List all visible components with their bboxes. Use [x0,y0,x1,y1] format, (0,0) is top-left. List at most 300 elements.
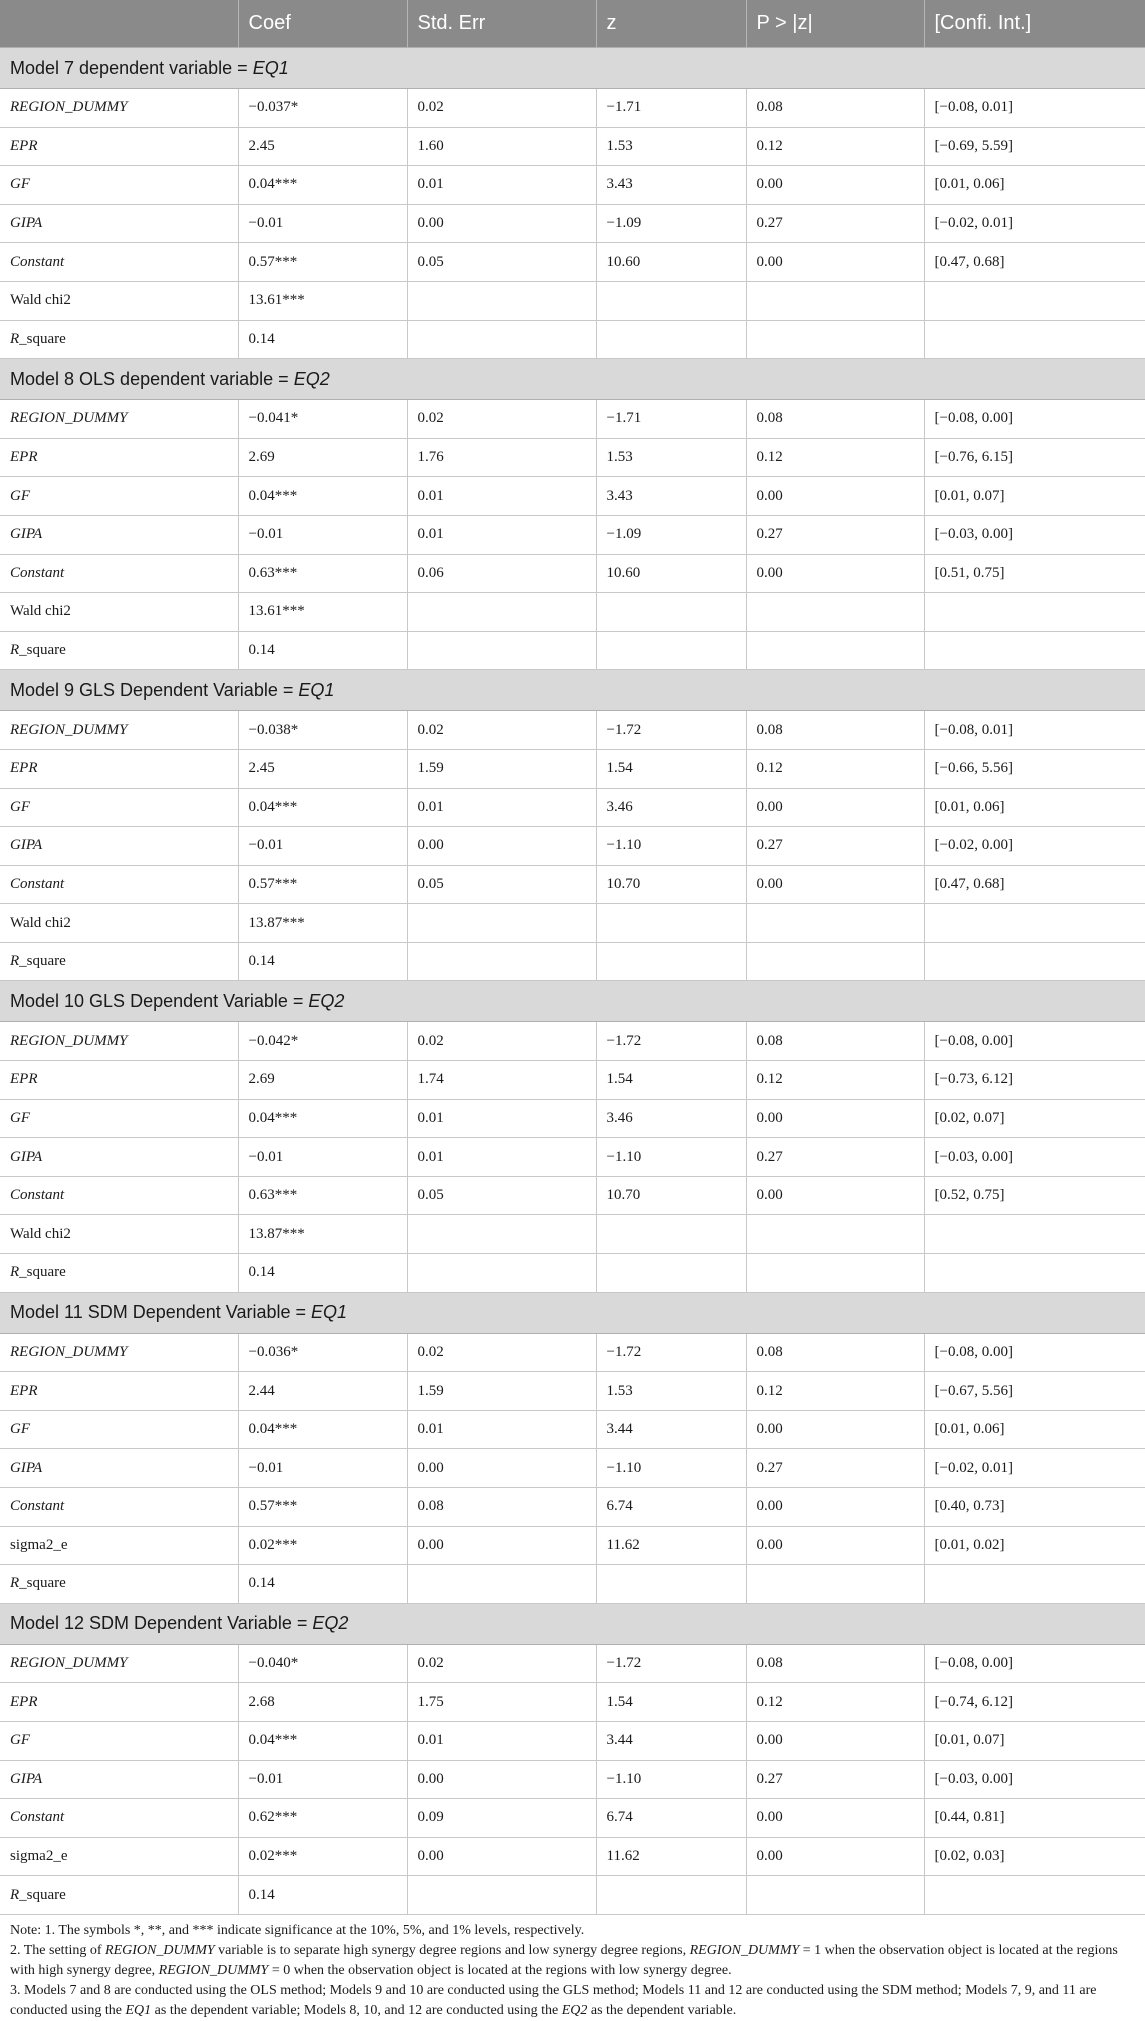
table-row [0,827,1145,866]
cell-p-value [746,320,924,359]
cell-variable: Wald chi2 [0,1215,238,1254]
header-cell-std-err: Std. Err [407,0,596,48]
cell-conf-int: [−0.03, 0.00] [924,1760,1145,1799]
cell-coef: 0.02*** [238,1837,407,1876]
cell-std-err [407,1254,596,1293]
cell-p-value: 0.00 [746,1799,924,1838]
cell-z: 1.53 [596,438,746,477]
cell-std-err: 0.02 [407,1022,596,1061]
cell-coef: 0.57*** [238,1488,407,1527]
cell-variable: GIPA [0,1138,238,1177]
cell-coef: 13.87*** [238,904,407,943]
table-row [0,1799,1145,1838]
table-row [0,904,1145,943]
table-row [0,1488,1145,1527]
cell-coef: 0.04*** [238,1099,407,1138]
cell-conf-int [924,1876,1145,1915]
cell-z: 1.54 [596,1061,746,1100]
cell-variable [0,1254,238,1293]
cell-std-err [407,593,596,632]
cell-coef: 0.14 [238,1876,407,1915]
cell-variable: REGION_DUMMY [0,1022,238,1061]
cell-coef: 0.57*** [238,865,407,904]
note-line [10,1941,1135,1981]
cell-std-err [407,320,596,359]
cell-coef: −0.01 [238,1138,407,1177]
note-segment: variable is to separate high synergy degree regions and low synergy degree regions, [214,1942,690,1958]
model-section-header [0,48,1145,89]
cell-z [596,1254,746,1293]
cell-conf-int: [−0.08, 0.00] [924,1644,1145,1683]
cell-conf-int: [0.47, 0.68] [924,243,1145,282]
cell-variable-rest: _square [19,1886,66,1903]
cell-z: 1.53 [596,127,746,166]
cell-std-err [407,904,596,943]
cell-conf-int: [−0.03, 0.00] [924,1138,1145,1177]
header-cell-p-value: P > |z| [746,0,924,48]
cell-coef: 0.04*** [238,166,407,205]
cell-coef: 2.69 [238,438,407,477]
cell-std-err: 1.74 [407,1061,596,1100]
cell-coef: −0.038* [238,711,407,750]
cell-variable-italic-part: R [10,330,20,347]
note-line [10,1921,1135,1941]
cell-z: 10.70 [596,865,746,904]
cell-conf-int: [−0.08, 0.00] [924,400,1145,439]
model-title-dependent-variable: EQ2 [308,990,345,1011]
cell-variable: GF [0,477,238,516]
table-row [0,204,1145,243]
model-section-header [0,1603,1145,1644]
cell-coef: 0.14 [238,631,407,670]
cell-variable: GIPA [0,827,238,866]
header-row [0,0,1145,48]
cell-p-value: 0.00 [746,1837,924,1876]
cell-conf-int [924,942,1145,981]
model-title-prefix: Model 9 GLS Dependent Variable = [10,679,299,700]
table-header [0,0,1145,48]
cell-z: −1.10 [596,1138,746,1177]
cell-z: 1.53 [596,1372,746,1411]
cell-variable: sigma2_e [0,1526,238,1565]
cell-std-err: 0.02 [407,1333,596,1372]
cell-conf-int: [−0.02, 0.01] [924,1449,1145,1488]
cell-z: −1.10 [596,1760,746,1799]
cell-z: 6.74 [596,1488,746,1527]
cell-p-value [746,1565,924,1604]
cell-variable: sigma2_e [0,1837,238,1876]
cell-p-value: 0.08 [746,1022,924,1061]
cell-std-err: 0.09 [407,1799,596,1838]
cell-variable-italic-part: R [10,1886,20,1903]
table-row [0,1061,1145,1100]
cell-p-value: 0.12 [746,438,924,477]
cell-std-err: 0.05 [407,243,596,282]
cell-z [596,1876,746,1915]
table-row [0,1449,1145,1488]
cell-coef: −0.01 [238,1760,407,1799]
model-title-prefix: Model 12 SDM Dependent Variable = [10,1613,313,1634]
cell-conf-int: [−0.67, 5.56] [924,1372,1145,1411]
cell-z: 11.62 [596,1837,746,1876]
cell-z: −1.72 [596,1333,746,1372]
cell-conf-int: [−0.74, 6.12] [924,1683,1145,1722]
cell-variable: GIPA [0,515,238,554]
table-row [0,1837,1145,1876]
cell-p-value: 0.00 [746,1488,924,1527]
cell-z: −1.09 [596,515,746,554]
model-title-dependent-variable: EQ2 [293,368,330,389]
cell-z: −1.72 [596,1022,746,1061]
table-row [0,865,1145,904]
model-title [0,670,1145,711]
cell-coef: 0.04*** [238,788,407,827]
cell-variable-rest: _square [19,1575,66,1592]
cell-p-value: 0.27 [746,1138,924,1177]
cell-variable-italic-part: R [10,1575,20,1592]
cell-coef: 0.14 [238,1254,407,1293]
cell-variable: EPR [0,1372,238,1411]
cell-variable: Constant [0,243,238,282]
cell-p-value [746,281,924,320]
table-row [0,243,1145,282]
cell-z: 3.44 [596,1721,746,1760]
note-segment: as the dependent variable. [587,2002,737,2018]
cell-coef: 2.69 [238,1061,407,1100]
cell-std-err [407,942,596,981]
cell-conf-int: [0.51, 0.75] [924,554,1145,593]
note-segment: as the dependent variable; Models 8, 10, and 12 are conducted using the [151,2002,562,2018]
cell-variable: Constant [0,1488,238,1527]
cell-z [596,281,746,320]
table-row [0,400,1145,439]
cell-variable: REGION_DUMMY [0,711,238,750]
cell-variable: Constant [0,865,238,904]
cell-variable: GIPA [0,204,238,243]
cell-z: −1.71 [596,400,746,439]
cell-z: 3.46 [596,1099,746,1138]
cell-variable: GF [0,1410,238,1449]
model-title-dependent-variable: EQ2 [312,1613,349,1634]
cell-coef: −0.01 [238,1449,407,1488]
cell-variable [0,1565,238,1604]
cell-std-err [407,631,596,670]
table-row [0,1099,1145,1138]
cell-p-value: 0.00 [746,1410,924,1449]
cell-conf-int: [0.52, 0.75] [924,1176,1145,1215]
model-title [0,1292,1145,1333]
model-title [0,359,1145,400]
cell-conf-int: [−0.08, 0.00] [924,1022,1145,1061]
cell-conf-int: [0.01, 0.07] [924,1721,1145,1760]
cell-std-err: 0.05 [407,1176,596,1215]
cell-z: −1.10 [596,1449,746,1488]
cell-std-err: 0.01 [407,166,596,205]
table-row [0,1760,1145,1799]
cell-variable: REGION_DUMMY [0,1644,238,1683]
cell-coef: −0.01 [238,827,407,866]
cell-p-value: 0.12 [746,1061,924,1100]
cell-p-value: 0.08 [746,400,924,439]
table-row [0,477,1145,516]
model-section-header [0,670,1145,711]
cell-conf-int [924,631,1145,670]
cell-p-value [746,1254,924,1293]
table-row [0,1721,1145,1760]
cell-z [596,1565,746,1604]
cell-coef: −0.042* [238,1022,407,1061]
cell-variable-italic-part: R [10,1264,20,1281]
cell-p-value: 0.00 [746,166,924,205]
cell-coef: 2.68 [238,1683,407,1722]
cell-conf-int: [0.01, 0.06] [924,1410,1145,1449]
table-row [0,554,1145,593]
cell-variable: GIPA [0,1449,238,1488]
cell-variable [0,320,238,359]
cell-variable-italic-part: R [10,642,20,659]
table-row [0,320,1145,359]
cell-p-value [746,631,924,670]
cell-p-value: 0.08 [746,711,924,750]
cell-coef: 13.61*** [238,281,407,320]
note-segment: EQ1 [125,2002,152,2018]
cell-variable: EPR [0,1061,238,1100]
cell-z: 11.62 [596,1526,746,1565]
cell-p-value: 0.08 [746,1644,924,1683]
cell-coef: 13.87*** [238,1215,407,1254]
cell-variable: EPR [0,127,238,166]
cell-z: 3.46 [596,788,746,827]
cell-conf-int: [0.01, 0.02] [924,1526,1145,1565]
cell-std-err: 0.02 [407,400,596,439]
cell-std-err [407,1876,596,1915]
header-cell-conf-int: [Confi. Int.] [924,0,1145,48]
cell-std-err: 0.00 [407,1449,596,1488]
cell-p-value: 0.27 [746,1449,924,1488]
cell-variable: Constant [0,1176,238,1215]
cell-std-err: 0.01 [407,477,596,516]
model-title-dependent-variable: EQ1 [311,1302,348,1323]
cell-coef: 0.04*** [238,477,407,516]
table-row [0,1683,1145,1722]
model-title-prefix: Model 11 SDM Dependent Variable = [10,1302,312,1323]
cell-coef: −0.037* [238,89,407,128]
note-segment: 3. Models 7 and 8 are conducted using the OLS method; Models 9 and 10 are conducted using the GLS method; Models 11 and 12 are conducted using the SDM method; Models 7, 9, and 11 are conducted using the [10,1982,1097,2018]
cell-std-err [407,1215,596,1254]
cell-conf-int: [0.47, 0.68] [924,865,1145,904]
cell-variable: GIPA [0,1760,238,1799]
cell-p-value [746,1215,924,1254]
note-segment: REGION_DUMMY [105,1942,215,1958]
cell-coef: 0.14 [238,1565,407,1604]
cell-std-err: 0.01 [407,1721,596,1760]
cell-p-value: 0.27 [746,827,924,866]
cell-std-err: 1.59 [407,749,596,788]
cell-coef: 2.45 [238,127,407,166]
cell-conf-int [924,1215,1145,1254]
cell-z [596,1215,746,1254]
cell-conf-int: [0.40, 0.73] [924,1488,1145,1527]
header-cell-variable [0,0,238,48]
cell-variable-rest: _square [19,642,66,659]
cell-variable [0,942,238,981]
table-row [0,942,1145,981]
cell-std-err [407,1565,596,1604]
cell-variable [0,631,238,670]
cell-coef: −0.01 [238,204,407,243]
cell-std-err: 1.76 [407,438,596,477]
cell-std-err: 0.01 [407,515,596,554]
cell-conf-int: [−0.02, 0.01] [924,204,1145,243]
cell-variable-italic-part: R [10,953,20,970]
cell-std-err: 0.05 [407,865,596,904]
cell-std-err: 0.00 [407,204,596,243]
cell-z [596,320,746,359]
cell-std-err: 1.59 [407,1372,596,1411]
cell-coef: 0.02*** [238,1526,407,1565]
cell-z: 1.54 [596,749,746,788]
cell-p-value: 0.27 [746,204,924,243]
cell-p-value: 0.12 [746,127,924,166]
cell-std-err [407,281,596,320]
cell-conf-int: [0.01, 0.07] [924,477,1145,516]
table-row [0,1876,1145,1915]
cell-coef: 0.14 [238,320,407,359]
note-segment: = 0 when the observation object is located at the regions with low synergy degree. [268,1962,732,1978]
cell-std-err: 0.01 [407,1099,596,1138]
table-row [0,1176,1145,1215]
cell-conf-int: [−0.66, 5.56] [924,749,1145,788]
cell-z [596,593,746,632]
table-row [0,1022,1145,1061]
cell-conf-int: [−0.69, 5.59] [924,127,1145,166]
cell-z: −1.72 [596,1644,746,1683]
cell-std-err: 0.02 [407,89,596,128]
cell-variable: GF [0,1721,238,1760]
cell-coef: −0.036* [238,1333,407,1372]
table-row [0,438,1145,477]
header-cell-z: z [596,0,746,48]
model-title-dependent-variable: EQ1 [298,679,335,700]
table-row [0,166,1145,205]
note-line [10,1981,1135,2021]
cell-p-value: 0.12 [746,1683,924,1722]
cell-z: −1.71 [596,89,746,128]
cell-p-value: 0.00 [746,1176,924,1215]
cell-conf-int [924,1254,1145,1293]
cell-variable: GF [0,166,238,205]
cell-p-value [746,1876,924,1915]
cell-coef: 2.44 [238,1372,407,1411]
cell-std-err: 0.00 [407,1760,596,1799]
table-notes [0,1915,1145,2021]
cell-z: −1.10 [596,827,746,866]
model-title-dependent-variable: EQ1 [252,57,289,78]
cell-coef: −0.01 [238,515,407,554]
table-row [0,1215,1145,1254]
cell-variable: REGION_DUMMY [0,89,238,128]
cell-p-value: 0.00 [746,1721,924,1760]
cell-coef: −0.040* [238,1644,407,1683]
cell-conf-int: [0.02, 0.07] [924,1099,1145,1138]
cell-coef: 2.45 [238,749,407,788]
table-row [0,1644,1145,1683]
cell-std-err: 0.00 [407,827,596,866]
table-body [0,48,1145,1915]
cell-variable-rest: _square [19,953,66,970]
cell-variable: EPR [0,749,238,788]
cell-std-err: 0.00 [407,1837,596,1876]
cell-variable: REGION_DUMMY [0,400,238,439]
model-title-prefix: Model 8 OLS dependent variable = [10,368,294,389]
model-section-header [0,1292,1145,1333]
model-section-header [0,981,1145,1022]
cell-conf-int: [−0.08, 0.00] [924,1333,1145,1372]
cell-conf-int: [−0.08, 0.01] [924,89,1145,128]
cell-std-err: 0.02 [407,1644,596,1683]
model-title [0,48,1145,89]
cell-p-value [746,593,924,632]
cell-p-value: 0.00 [746,865,924,904]
table-row [0,788,1145,827]
cell-std-err: 0.01 [407,1410,596,1449]
cell-conf-int: [0.02, 0.03] [924,1837,1145,1876]
cell-coef: −0.041* [238,400,407,439]
table-row [0,1254,1145,1293]
cell-std-err: 1.75 [407,1683,596,1722]
table-row [0,127,1145,166]
cell-coef: 0.63*** [238,1176,407,1215]
note-segment: REGION_DUMMY [158,1962,269,1978]
cell-std-err: 0.02 [407,711,596,750]
cell-coef: 0.04*** [238,1410,407,1449]
cell-coef: 0.63*** [238,554,407,593]
cell-std-err: 0.00 [407,1526,596,1565]
table-row [0,1526,1145,1565]
cell-conf-int: [0.01, 0.06] [924,788,1145,827]
cell-variable [0,1876,238,1915]
cell-z: 10.70 [596,1176,746,1215]
cell-variable: Wald chi2 [0,281,238,320]
model-title [0,1603,1145,1644]
header-cell-coef: Coef [238,0,407,48]
note-segment: Note: 1. The symbols *, **, and *** indicate significance at the 10%, 5%, and 1% levels, respectively. [10,1922,585,1938]
model-title-prefix: Model 10 GLS Dependent Variable = [10,990,309,1011]
table-row [0,1410,1145,1449]
cell-p-value: 0.08 [746,89,924,128]
cell-z [596,942,746,981]
cell-conf-int [924,1565,1145,1604]
table-row [0,749,1145,788]
table-row [0,515,1145,554]
cell-p-value: 0.00 [746,477,924,516]
cell-p-value: 0.27 [746,1760,924,1799]
cell-variable: EPR [0,438,238,477]
cell-coef: 13.61*** [238,593,407,632]
cell-variable: GF [0,1099,238,1138]
cell-z: 1.54 [596,1683,746,1722]
cell-variable-rest: _square [19,330,66,347]
cell-conf-int [924,320,1145,359]
table-row [0,711,1145,750]
cell-conf-int: [0.44, 0.81] [924,1799,1145,1838]
cell-p-value: 0.00 [746,1099,924,1138]
cell-z: 6.74 [596,1799,746,1838]
cell-p-value: 0.12 [746,1372,924,1411]
cell-z: −1.09 [596,204,746,243]
cell-conf-int: [0.01, 0.06] [924,166,1145,205]
cell-conf-int: [−0.73, 6.12] [924,1061,1145,1100]
